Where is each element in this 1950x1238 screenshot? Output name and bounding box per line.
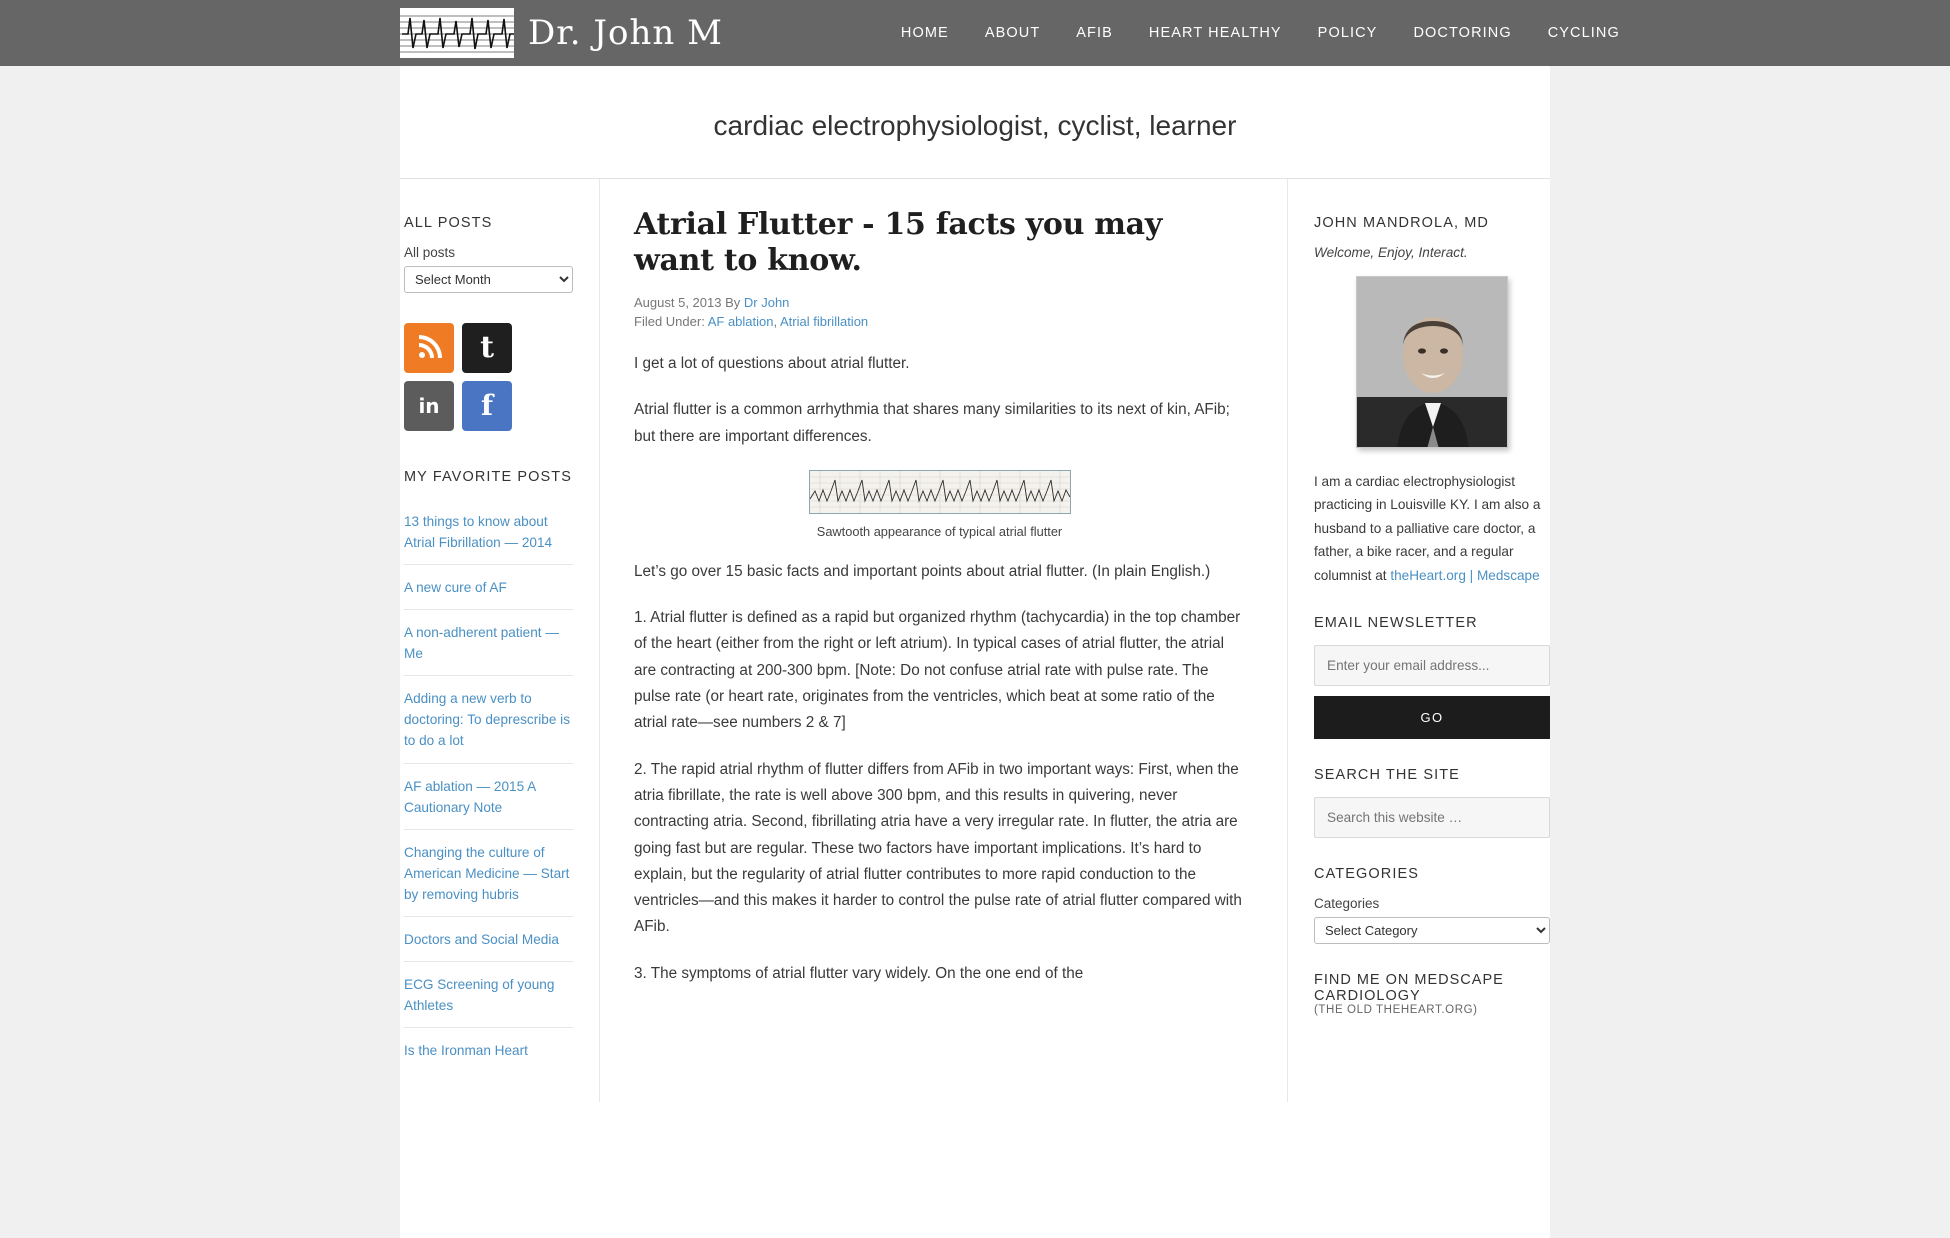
facebook-icon[interactable]: f bbox=[462, 381, 512, 431]
ecg-waveform-logo-icon bbox=[400, 8, 514, 58]
nav-item-policy[interactable]: POLICY bbox=[1317, 25, 1378, 41]
figure-caption: Sawtooth appearance of typical atrial flutter bbox=[816, 523, 1063, 539]
twitter-icon[interactable]: t bbox=[462, 323, 512, 373]
newsletter-title: EMAIL NEWSLETTER bbox=[1314, 614, 1478, 631]
entry-date: August 5, 2013 bbox=[634, 295, 722, 310]
list-item[interactable] bbox=[404, 962, 573, 1028]
medscape-widget-title: FIND ME ON MEDSCAPE CARDIOLOGY bbox=[1314, 971, 1504, 1004]
newsletter-go-button[interactable]: GO bbox=[1314, 696, 1550, 739]
search-input[interactable] bbox=[1314, 797, 1550, 838]
favorite-link[interactable]: ECG Screening of young Athletes bbox=[404, 976, 555, 1013]
paragraph: 2. The rapid atrial rhythm of flutter differs from AFib in two important ways: First, when the atria fibrillate, the rate is well above 300 bpm, and this results in quivering, never contracting atria. Second, fibrillating atria have a very irregular rate. In flutter, the atria are going fast but are regular. These two factors have important implications. It’s hard to explain, but the regularity of atrial flutter contributes to more rapid conduction to the ventricles—and this makes it harder to control the pulse rate of atrial flutter compared with AFib. bbox=[634, 760, 1242, 936]
archive-month-select[interactable] bbox=[404, 266, 573, 293]
favorite-link[interactable]: Doctors and Social Media bbox=[404, 931, 559, 947]
paragraph: I get a lot of questions about atrial flutter. bbox=[634, 355, 910, 372]
nav-item-cycling[interactable]: CYCLING bbox=[1547, 25, 1620, 41]
paragraph: Let’s go over 15 basic facts and important points about atrial flutter. (In plain English.) bbox=[634, 562, 1211, 580]
author-photo bbox=[1356, 276, 1508, 448]
category-link-af-ablation[interactable]: AF ablation bbox=[707, 314, 774, 329]
columns bbox=[400, 179, 1550, 1102]
list-item[interactable] bbox=[404, 565, 573, 610]
sidebar-right bbox=[1288, 179, 1550, 1102]
list-item[interactable] bbox=[404, 917, 573, 962]
medscape-link[interactable]: theHeart.org | Medscape bbox=[1390, 567, 1540, 583]
figure-ecg bbox=[634, 470, 1245, 539]
favorite-link[interactable]: Changing the culture of American Medicine — Start by removing hubris bbox=[404, 844, 570, 902]
nav-item-afib[interactable]: AFIB bbox=[1076, 25, 1113, 41]
favorite-link[interactable]: 13 things to know about Atrial Fibrillation — 2014 bbox=[404, 514, 553, 551]
search-widget bbox=[1314, 767, 1550, 838]
filed-prefix: Filed Under: bbox=[634, 314, 705, 329]
entry-content bbox=[634, 351, 1245, 987]
entry-by-prefix: By bbox=[725, 295, 741, 310]
nav-item-about[interactable]: ABOUT bbox=[984, 25, 1041, 41]
favorite-link[interactable]: Is the Ironman Heart bbox=[404, 1043, 528, 1058]
category-select[interactable] bbox=[1314, 917, 1550, 944]
entry-author-link[interactable]: Dr John bbox=[743, 295, 790, 310]
favorite-link[interactable]: A new cure of AF bbox=[404, 580, 507, 596]
paragraph: 3. The symptoms of atrial flutter vary widely. On the one end of the bbox=[634, 964, 1084, 982]
author-bio-text: I am a cardiac electrophysiologist practicing in Louisville KY. I am also a husband to a palliative care doctor, a father, a bike racer, and a regular columnist at bbox=[1314, 474, 1541, 583]
favorite-link[interactable]: A non-adherent patient — Me bbox=[404, 625, 559, 662]
list-item[interactable] bbox=[404, 499, 573, 565]
entry-filed-under: Filed Under: AF ablation, Atrial fibrillation bbox=[634, 314, 869, 329]
email-field[interactable] bbox=[1314, 645, 1550, 686]
list-item[interactable] bbox=[404, 830, 573, 917]
all-posts-label: All posts bbox=[404, 245, 456, 260]
article bbox=[600, 179, 1288, 1102]
author-widget-title: JOHN MANDROLA, MD bbox=[1314, 215, 1489, 231]
medscape-widget-subtitle: (THE OLD THEHEART.ORG) bbox=[1314, 1003, 1478, 1016]
all-posts-title: ALL POSTS bbox=[404, 215, 493, 231]
social-icons bbox=[404, 323, 573, 431]
site-wrapper bbox=[400, 66, 1550, 1238]
site-header bbox=[0, 0, 1950, 66]
linkedin-icon[interactable]: in bbox=[404, 381, 454, 431]
page-title: Atrial Flutter - 15 facts you may want to know. bbox=[634, 207, 1162, 278]
medscape-widget bbox=[1314, 972, 1550, 1016]
list-item[interactable] bbox=[404, 1028, 573, 1072]
entry-meta bbox=[634, 295, 1245, 310]
favorite-link[interactable]: AF ablation — 2015 A Cautionary Note bbox=[404, 778, 536, 815]
site-tagline: cardiac electrophysiologist, cyclist, learner bbox=[400, 66, 1550, 179]
list-item[interactable] bbox=[404, 764, 573, 830]
favorites-title: MY FAVORITE POSTS bbox=[404, 469, 573, 485]
favorite-link[interactable]: Adding a new verb to doctoring: To deprescribe is to do a lot bbox=[404, 691, 570, 749]
site-brand[interactable] bbox=[400, 8, 723, 58]
favorites-list bbox=[404, 499, 573, 1072]
ecg-strip-image bbox=[809, 470, 1071, 514]
category-link-atrial-fibrillation[interactable]: Atrial fibrillation bbox=[780, 314, 869, 329]
paragraph: 1. Atrial flutter is defined as a rapid but organized rhythm (tachycardia) in the top chamber of the heart (either from the right or left atrium). In typical cases of atrial flutter, the atrial are contracting at 200-300 bpm. [Note: Do not confuse atrial rate with pulse rate. The pulse rate (or heart rate, originates from the ventricles, which beat at some ratio of the atrial rate—see numbers 2 & 7] bbox=[634, 609, 1241, 732]
author-bio bbox=[1314, 470, 1550, 587]
search-title: SEARCH THE SITE bbox=[1314, 766, 1460, 783]
categories-widget bbox=[1314, 866, 1550, 944]
newsletter-widget bbox=[1314, 615, 1550, 739]
brand-title: Dr. John M bbox=[528, 13, 723, 53]
sidebar-left bbox=[400, 179, 600, 1102]
welcome-text: Welcome, Enjoy, Interact. bbox=[1314, 245, 1468, 260]
nav-item-heart-healthy[interactable]: HEART HEALTHY bbox=[1148, 25, 1282, 41]
list-item[interactable] bbox=[404, 610, 573, 676]
categories-title: CATEGORIES bbox=[1314, 865, 1419, 882]
paragraph: Atrial flutter is a common arrhythmia that shares many similarities to its next of kin, AFib; but there are important differences. bbox=[634, 401, 1230, 445]
list-item[interactable] bbox=[404, 676, 573, 763]
nav-item-doctoring[interactable]: DOCTORING bbox=[1413, 25, 1512, 41]
rss-icon[interactable] bbox=[404, 323, 454, 373]
main-nav bbox=[883, 25, 1638, 41]
nav-item-home[interactable]: HOME bbox=[900, 25, 949, 41]
categories-label: Categories bbox=[1314, 895, 1380, 911]
